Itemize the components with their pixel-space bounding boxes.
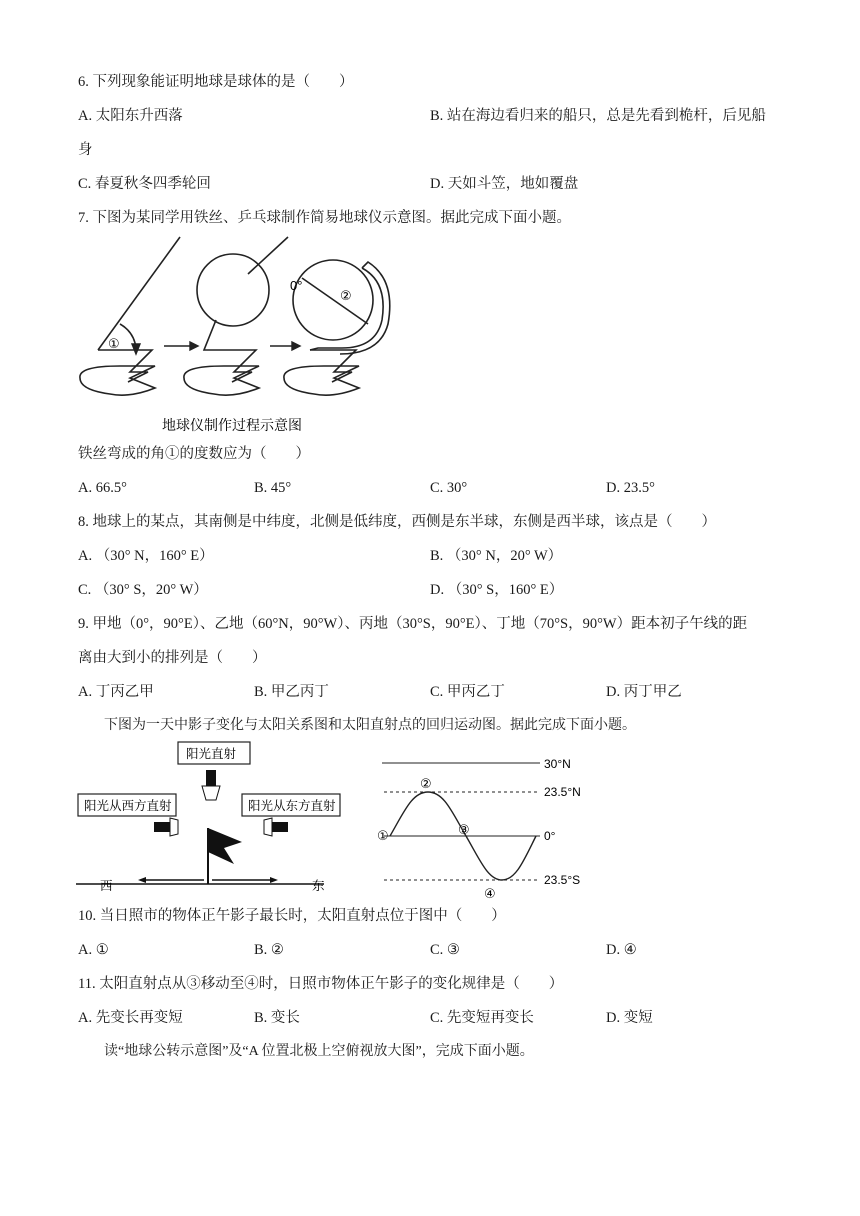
q10-option-b: B. ②: [254, 942, 284, 958]
q6-option-b: B. 站在海边看归来的船只，总是先看到桅杆，后见船: [430, 108, 766, 124]
q11-option-b: B. 变长: [254, 1010, 300, 1026]
box-sun-west: 阳光从西方直射: [84, 799, 172, 813]
q6-stem: 6. 下列现象能证明地球是球体的是（ ）: [78, 74, 354, 90]
q9-stem: 9. 甲地（0°，90°E）、乙地（60°N，90°W）、丙地（30°S，90°E）、丁地（70°S，90°W）距本初子午线的距: [78, 616, 748, 632]
q9-stem-continued: 离由大到小的排列是（ ）: [78, 650, 267, 666]
globe-making-figure: [70, 232, 400, 437]
q10-option-a: A. ①: [78, 942, 109, 958]
lat-23-5n: 23.5°N: [544, 785, 581, 799]
q9-option-c: C. 甲丙乙丁: [430, 684, 505, 700]
q8-option-b: B. （30° N，20° W）: [430, 548, 563, 564]
box-sun-east: 阳光从东方直射: [248, 799, 336, 813]
q6-option-a: A. 太阳东升西落: [78, 108, 183, 124]
lat-30n: 30°N: [544, 757, 571, 771]
q7-option-c: C. 30°: [430, 480, 468, 496]
point-4: ④: [484, 886, 496, 900]
lat-equator: 0°: [544, 829, 556, 843]
angle-label: ①: [108, 336, 120, 351]
box-sun-overhead: 阳光直射: [186, 747, 237, 761]
q8-option-c: C. （30° S，20° W）: [78, 582, 208, 598]
q6-option-d: D. 天如斗笠，地如覆盘: [430, 176, 579, 192]
label-west: 西: [100, 879, 113, 892]
q11-stem: 11. 太阳直射点从③移动至④时，日照市物体正午影子的变化规律是（ ）: [78, 976, 564, 992]
q8-stem: 8. 地球上的某点，其南侧是中纬度，北侧是低纬度，西侧是东半球，东侧是西半球，该点是（ ）: [78, 514, 716, 530]
axis-label: ②: [340, 288, 352, 303]
q7-option-a: A. 66.5°: [78, 480, 127, 496]
q11-option-a: A. 先变长再变短: [78, 1010, 183, 1026]
q7-substem: 铁丝弯成的角①的度数应为（ ）: [78, 446, 310, 462]
intro-next-question: 读“地球公转示意图”及“A 位置北极上空俯视放大图”，完成下面小题。: [104, 1044, 534, 1059]
q11-option-d: D. 变短: [606, 1010, 653, 1026]
flag-icon: [208, 828, 242, 884]
q6-option-b-continued: 身: [78, 142, 93, 158]
q9-option-a: A. 丁丙乙甲: [78, 684, 154, 700]
lat-23-5s: 23.5°S: [544, 873, 581, 887]
point-1: ①: [377, 828, 389, 843]
q9-option-b: B. 甲乙丙丁: [254, 684, 329, 700]
q10-stem: 10. 当日照市的物体正午影子最长时，太阳直射点位于图中（ ）: [78, 908, 506, 924]
q7-option-d: D. 23.5°: [606, 480, 655, 496]
degree-label: 0°: [290, 278, 303, 293]
q8-option-d: D. （30° S，160° E）: [430, 582, 564, 598]
q10-option-d: D. ④: [606, 942, 637, 958]
label-east: 东: [312, 879, 325, 892]
shadow-sun-figure: [74, 740, 354, 892]
figure-caption: 地球仪制作过程示意图: [162, 417, 302, 433]
point-2: ②: [420, 776, 432, 791]
q7-stem: 7. 下图为某同学用铁丝、乒乓球制作简易地球仪示意图。据此完成下面小题。: [78, 210, 571, 226]
q6-option-c: C. 春夏秋冬四季轮回: [78, 176, 211, 192]
q9-option-d: D. 丙丁甲乙: [606, 684, 682, 700]
q11-option-c: C. 先变短再变长: [430, 1010, 534, 1026]
solar-migration-figure: [376, 752, 596, 900]
q10-option-c: C. ③: [430, 942, 460, 958]
q7-option-b: B. 45°: [254, 480, 292, 496]
q8-option-a: A. （30° N，160° E）: [78, 548, 214, 564]
intro-q10-11: 下图为一天中影子变化与太阳关系图和太阳直射点的回归运动图。据此完成下面小题。: [104, 718, 636, 733]
point-3: ③: [458, 822, 470, 837]
